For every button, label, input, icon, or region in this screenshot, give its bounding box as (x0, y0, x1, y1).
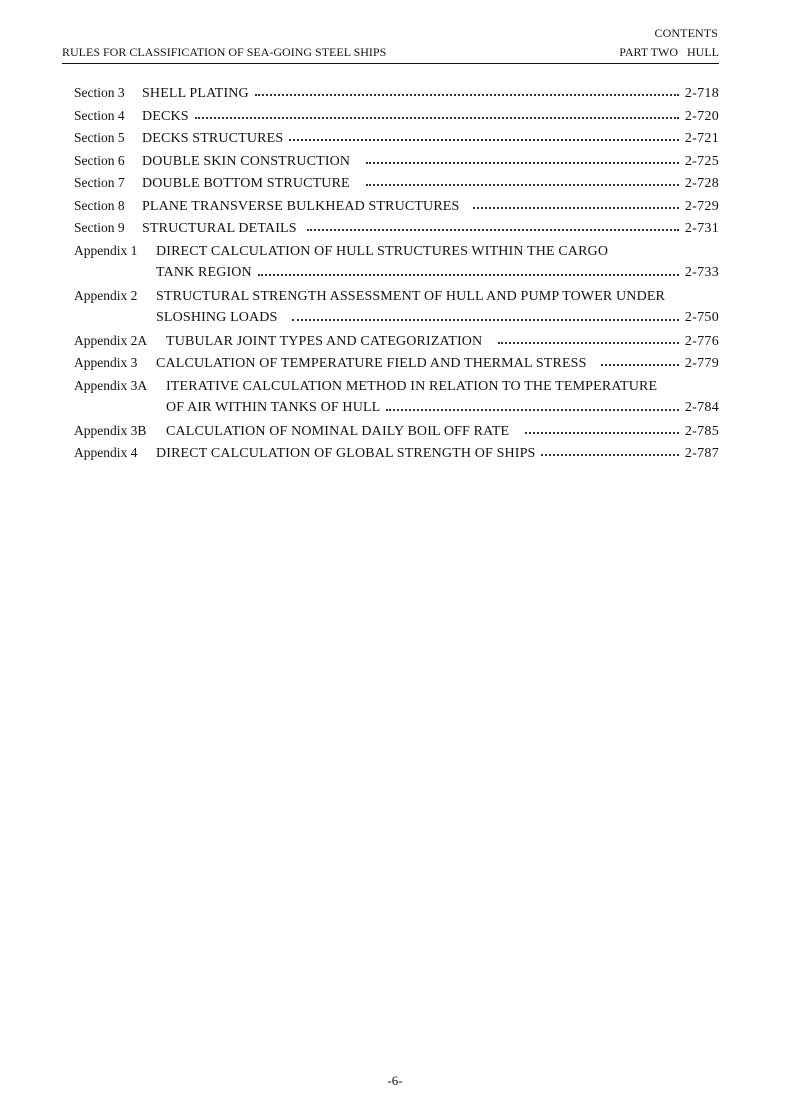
toc-entry[interactable] (74, 285, 719, 308)
toc-entry-label: Appendix 4 (74, 445, 138, 460)
toc-entry-label: Appendix 1 (74, 242, 138, 258)
toc-entry[interactable] (74, 82, 719, 105)
toc-entry-page[interactable]: 2-728 (684, 176, 719, 191)
header-contents-label: CONTENTS (654, 26, 718, 40)
toc-entry-label: Appendix 3B (74, 422, 147, 438)
toc-entry-title[interactable]: DECKS (142, 108, 189, 124)
dot-leader (289, 139, 679, 141)
toc-entry-label: Appendix 2 (74, 287, 138, 303)
toc-entry-label: Appendix 3 (74, 355, 138, 370)
toc-entry-title-cont[interactable]: TANK REGION (156, 265, 252, 280)
toc-entry[interactable] (74, 352, 719, 375)
toc-entry[interactable] (74, 172, 719, 195)
toc-entry-title-cont[interactable]: OF AIR WITHIN TANKS OF HULL (166, 400, 381, 415)
toc-entry-page[interactable]: 2-784 (684, 400, 719, 415)
toc-entry-page[interactable]: 2-718 (684, 86, 719, 101)
toc-entry-title[interactable]: DECKS STRUCTURES (142, 131, 284, 146)
toc-entry-title[interactable]: ITERATIVE CALCULATION METHOD IN RELATION TO THE TEMPERATURE (166, 378, 658, 394)
toc-entry-title[interactable]: CALCULATION OF NOMINAL DAILY BOIL OFF RATE (166, 423, 510, 439)
toc-entry[interactable] (74, 442, 719, 465)
dot-leader (292, 319, 679, 321)
toc-entry-page[interactable]: 2-725 (684, 153, 719, 169)
toc-entry-continuation[interactable] (74, 397, 719, 420)
page-number: -6- (387, 1073, 403, 1088)
toc-entry-continuation[interactable] (74, 262, 719, 285)
toc-entry-label: Section 9 (74, 220, 125, 235)
dot-leader (525, 432, 679, 434)
dot-leader (366, 184, 679, 186)
table-of-contents (74, 82, 719, 465)
part-label: PART TWO HULL (619, 45, 719, 59)
toc-entry-page[interactable]: 2-729 (684, 198, 719, 214)
toc-entry[interactable] (74, 330, 719, 353)
toc-entry[interactable] (74, 420, 719, 443)
toc-entry-title[interactable]: DIRECT CALCULATION OF HULL STRUCTURES WITHIN THE CARGO (156, 243, 609, 259)
toc-entry-label: Section 3 (74, 85, 125, 100)
toc-entry-title[interactable]: TUBULAR JOINT TYPES AND CATEGORIZATION (166, 333, 483, 349)
toc-entry-title[interactable]: DIRECT CALCULATION OF GLOBAL STRENGTH OF SHIPS (156, 446, 536, 461)
toc-entry-page[interactable]: 2-776 (684, 333, 719, 349)
dot-leader (601, 364, 679, 366)
dot-leader (258, 274, 679, 276)
dot-leader (541, 454, 678, 456)
toc-entry[interactable] (74, 375, 719, 398)
toc-entry-label: Section 4 (74, 107, 125, 123)
toc-entry[interactable] (74, 150, 719, 173)
toc-entry[interactable] (74, 240, 719, 263)
toc-entry-title[interactable]: DOUBLE BOTTOM STRUCTURE (142, 176, 350, 191)
toc-entry-title[interactable]: STRUCTURAL STRENGTH ASSESSMENT OF HULL AND PUMP TOWER UNDER (156, 288, 666, 304)
toc-entry-title[interactable]: SHELL PLATING (142, 86, 249, 101)
dot-leader (386, 409, 678, 411)
running-header (62, 45, 719, 64)
toc-entry-label: Section 7 (74, 175, 125, 190)
toc-entry[interactable] (74, 105, 719, 128)
book-title: RULES FOR CLASSIFICATION OF SEA-GOING STEEL SHIPS (62, 45, 387, 59)
toc-entry-title-cont[interactable]: SLOSHING LOADS (156, 310, 278, 325)
toc-entry-label: Appendix 3A (74, 377, 148, 393)
dot-leader (195, 117, 679, 119)
dot-leader (307, 229, 679, 231)
toc-entry-page[interactable]: 2-721 (684, 131, 719, 146)
toc-entry-label: Section 8 (74, 197, 125, 213)
toc-entry-page[interactable]: 2-733 (684, 265, 719, 280)
toc-entry-page[interactable]: 2-785 (684, 423, 719, 439)
dot-leader (473, 207, 678, 209)
dot-leader (366, 162, 679, 164)
toc-entry-title[interactable]: DOUBLE SKIN CONSTRUCTION (142, 153, 351, 169)
toc-entry-label: Section 5 (74, 130, 125, 145)
toc-entry-title[interactable]: CALCULATION OF TEMPERATURE FIELD AND THERMAL STRESS (156, 356, 587, 371)
toc-entry-title[interactable]: PLANE TRANSVERSE BULKHEAD STRUCTURES (142, 198, 460, 214)
toc-entry-page[interactable]: 2-720 (684, 108, 719, 124)
toc-entry-page[interactable]: 2-750 (684, 310, 719, 325)
toc-entry-page[interactable]: 2-779 (684, 356, 719, 371)
dot-leader (498, 342, 679, 344)
dot-leader (255, 94, 679, 96)
toc-entry-continuation[interactable] (74, 307, 719, 330)
toc-entry[interactable] (74, 127, 719, 150)
toc-entry-page[interactable]: 2-731 (684, 221, 719, 236)
toc-entry-label: Section 6 (74, 152, 125, 168)
toc-entry[interactable] (74, 217, 719, 240)
toc-entry-label: Appendix 2A (74, 332, 148, 348)
toc-entry-page[interactable]: 2-787 (684, 446, 719, 461)
toc-entry[interactable] (74, 195, 719, 218)
toc-entry-title[interactable]: STRUCTURAL DETAILS (142, 221, 297, 236)
